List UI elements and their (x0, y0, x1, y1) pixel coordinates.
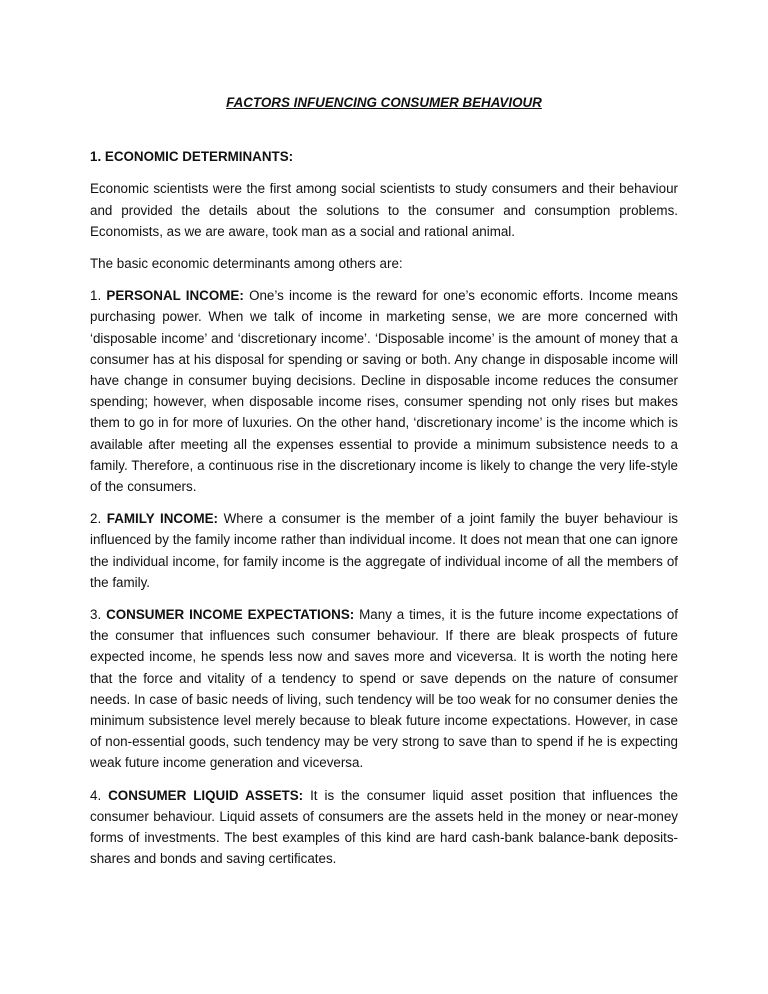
item-body: It is the consumer liquid asset position that influences the consumer behaviour. Liquid assets of consumers are the assets held in the money or near-money forms of investments. The best examples of this kind are hard cash-bank balance-bank deposits-shares and bonds and saving certificates. (90, 787, 678, 867)
item-number: 2. (90, 511, 102, 527)
item-number: 3. (90, 607, 102, 623)
item-body: Many a times, it is the future income expectations of the consumer that influences such consumer behaviour. If there are bleak prospects of future expected income, he spends less now and saves more and viceversa. It is worth the noting here that the force and vitality of a tendency to spend or save depends on the nature of consumer needs. In case of basic needs of living, such tendency will be too weak for no consumer denies the minimum subsistence level merely because to bleak future income expectations. However, in case of non-essential goods, such tendency may be very strong to save than to spend if he is expecting weak future income generation and viceversa. (90, 607, 678, 771)
item-heading: CONSUMER INCOME EXPECTATIONS: (106, 607, 355, 623)
intro-paragraph: Economic scientists were the first among social scientists to study consumers and their behaviour and provided the details about the solutions to the consumer and consumption problems. Economists, as we are aware, took man as a social and rational animal. (90, 181, 678, 239)
section-heading: 1. ECONOMIC DETERMINANTS: (90, 149, 294, 165)
document-title: FACTORS INFUENCING CONSUMER BEHAVIOUR (226, 95, 542, 110)
lead-in-paragraph: The basic economic determinants among others are: (90, 256, 403, 272)
item-number: 4. (90, 787, 102, 803)
item-heading: FAMILY INCOME: (106, 511, 218, 527)
item-heading: PERSONAL INCOME: (106, 288, 244, 304)
item-heading: CONSUMER LIQUID ASSETS: (108, 787, 304, 803)
item-body: Where a consumer is the member of a joint family the buyer behaviour is influenced by the family income rather than individual income. It does not mean that one can ignore the individual income, for family income is the aggregate of individual income of all the members of the family. (90, 511, 678, 590)
item-consumer-liquid-assets (90, 785, 678, 870)
item-family-income (90, 508, 678, 593)
document-body (90, 92, 678, 881)
item-consumer-income-expectations (90, 604, 678, 774)
item-number: 1. (90, 288, 102, 304)
item-body: One’s income is the reward for one’s economic efforts. Income means purchasing power. When we talk of income in marketing sense, we are more concerned with ‘disposable income’ and ‘discretionary income’. ‘Disposable income’ is the amount of money that a consumer has at his disposal for spending or saving or both. Any change in disposable income will have change in consumer buying decisions. Decline in disposable income reduces the consumer spending; however, when disposable income rises, consumer spending not only rises but makes them to go in for more of luxuries. On the other hand, ‘discretionary income’ is the income which is available after meeting all the expenses essential to provide a minimum subsistence needs to a family. Therefore, a continuous rise in the discretionary income is likely to change the very life-style of the consumers. (90, 288, 678, 495)
item-personal-income (90, 285, 678, 497)
